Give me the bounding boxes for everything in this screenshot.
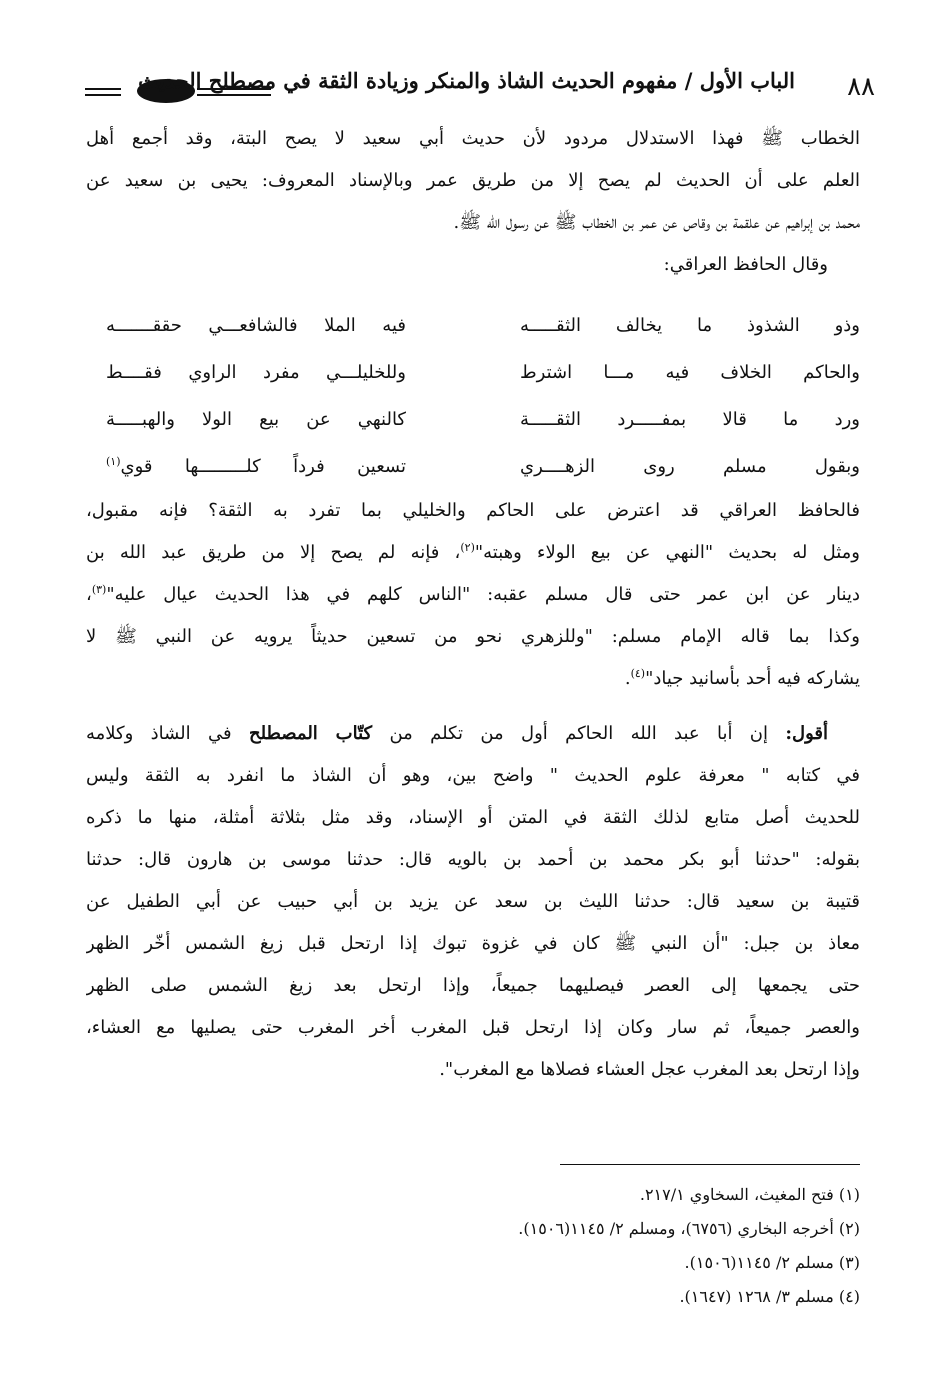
- verse-second-hemistich: فيه الملا فالشافعـــي حققـــــــه: [106, 315, 406, 336]
- footnote-ref: (١): [106, 455, 121, 468]
- footnote-ref: (٤): [630, 667, 646, 680]
- text-line: محمد بن إبراهيم عن علقمة بن وقاص عن عمر بن الخطاب ﷺ عن رسول الله ﷺ.: [453, 212, 860, 233]
- page-number: ٨٨: [847, 72, 875, 102]
- text-line: قتيبة بن سعيد قال: حدثنا الليث بن سعد عن يزيد بن أبي حبيب عن أبي الطفيل عن: [86, 891, 860, 912]
- verse-second-hemistich: [106, 443, 406, 490]
- text-line: بقوله: "حدثنا أبو بكر محمد بن أحمد بن بالويه قال: حدثنا موسى بن هارون قال: حدثنا: [86, 849, 860, 870]
- text-line: [86, 574, 860, 616]
- footnote: (١) فتح المغيث، السخاوي ٢١٧/١.: [639, 1185, 860, 1204]
- text-segment: ومثل له بحديث "النهي عن بيع الولاء وهبته": [474, 542, 860, 563]
- header-rule: [85, 94, 121, 96]
- text-segment: إن أبا عبد الله الحاكم أول من تكلم من: [372, 723, 786, 744]
- text-line: [86, 532, 860, 574]
- poem-verse: [86, 396, 860, 443]
- paragraph-2: [86, 490, 860, 700]
- verse-first-hemistich: ورد ما قالا بمفـــــرد الثقـــــة: [520, 409, 860, 430]
- text-line: معاذ بن جبل: "أن النبي ﷺ كان في غزوة تبوك إذا ارتحل قبل زيغ الشمس أخّر الظهر: [86, 933, 860, 954]
- paragraph-1: [86, 118, 860, 286]
- text-line: [86, 658, 860, 700]
- poem-verse: [86, 302, 860, 349]
- text-line: فالحافظ العراقي قد اعترض على الحاكم والخليلي بما تفرد به الثقة؟ فإنه مقبول،: [86, 500, 860, 521]
- text-line: وإذا ارتحل بعد المغرب عجل العشاء فصلاها مع المغرب".: [439, 1059, 860, 1080]
- text-line: [86, 713, 860, 755]
- text-segment: دينار عن ابن عمر حتى قال مسلم عقبه: "الناس كلهم في هذا الحديث عيال عليه": [106, 584, 860, 605]
- text-line: وكذا بما قاله الإمام مسلم: "وللزهري نحو من تسعين حديثاً يرويه عن النبي ﷺ لا: [86, 626, 860, 647]
- footnote: (٣) مسلم ٢/ ١١٤٥(١٥٠٦).: [684, 1253, 860, 1272]
- text-segment: ،: [86, 584, 92, 605]
- verse-second-hemistich: وللخليلـــي مفرد الراوي فقــــط: [106, 362, 406, 383]
- text-segment: في الشاذ وكلامه: [86, 723, 249, 744]
- text-line: في كتابه " معرفة علوم الحديث " واضح بين، وهو أن الشاذ ما انفرد به الثقة وليس: [86, 765, 860, 786]
- footnotes: [260, 1178, 860, 1314]
- poem: [86, 302, 860, 490]
- text-line: العلم على أن الحديث لم يصح إلا من طريق عمر وبالإسناد المعروف: يحيى بن سعيد عن: [86, 170, 860, 191]
- poem-intro: وقال الحافظ العراقي:: [663, 254, 828, 275]
- text-line: والعصر جميعاً، ثم سار وكان إذا ارتحل قبل المغرب أخر المغرب حتى يصليها مع العشاء،: [86, 1017, 860, 1038]
- verse-first-hemistich: والحاكم الخلاف فيه مـــا اشترط: [520, 362, 860, 383]
- text-line: للحديث أصل متابع لذلك الثقة في المتن أو الإسناد، وقد مثل بثلاثة أمثلة، منها ما ذكره: [86, 807, 860, 828]
- text-line: حتى يجمعها إلى العصر فيصليهما جميعاً، وإذا ارتحل بعد زيغ الشمس صلى الظهر: [86, 975, 860, 996]
- emphasis-term: كتّاب المصطلح: [248, 723, 373, 744]
- poem-verse: [86, 443, 860, 490]
- paragraph-3: [86, 713, 860, 1091]
- footnote-ref: (٢): [460, 541, 475, 554]
- text-segment: يشاركه فيه أحد بأسانيد جياد": [645, 668, 860, 689]
- verse-second-hemistich: كالنهي عن بيع الولا والهبـــــة: [106, 409, 406, 430]
- header-rule: [197, 94, 271, 96]
- text-segment: .: [624, 668, 631, 689]
- verse-first-hemistich: وذو الشذوذ ما يخالف الثقـــــه: [520, 315, 860, 336]
- poem-verse: [86, 349, 860, 396]
- page-header: [85, 62, 875, 112]
- text-segment: ، فإنه لم يصح إلا من طريق عبد الله بن: [86, 542, 461, 563]
- header-rule: [85, 88, 121, 90]
- text-line: الخطاب ﷺ فهذا الاستدلال مردود لأن حديث أبي سعيد لا يصح البتة، وقد أجمع أهل: [86, 128, 860, 149]
- footnote-separator: [560, 1164, 860, 1165]
- lead-word: أقول:: [785, 723, 828, 744]
- verse-first-hemistich: وبقول مسلم روى الزهــــري: [520, 456, 860, 477]
- footnote: (٤) مسلم ٣/ ١٢٦٨ (١٦٤٧).: [679, 1287, 860, 1306]
- hemistich-text: تسعين فرداً كلـــــــــها قوي: [120, 456, 406, 477]
- running-title: الباب الأول / مفهوم الحديث الشاذ والمنكر وزيادة الثقة في مصطلح الحديث: [138, 68, 795, 93]
- footnote-ref: (٣): [91, 583, 107, 596]
- footnote: (٢) أخرجه البخاري (٦٧٥٦)، ومسلم ٢/ ١١٤٥(١٥٠٦).: [518, 1219, 860, 1238]
